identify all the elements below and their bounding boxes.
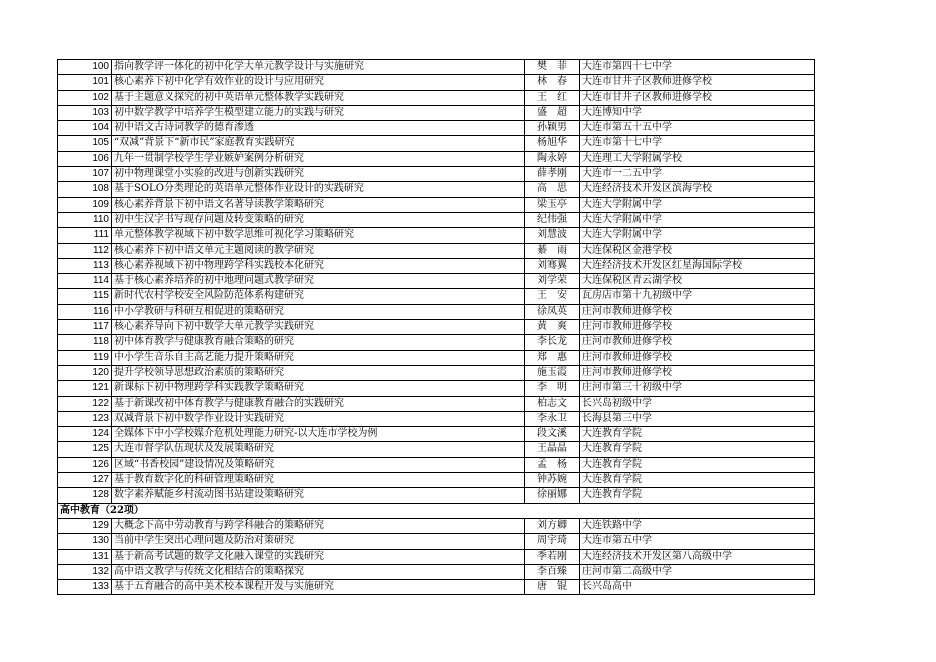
organization: 庄河市第二高级中学	[580, 564, 815, 579]
organization: 大连教育学院	[580, 442, 815, 457]
project-title: “双减”背景下“新市民”家庭教育实践研究	[112, 136, 525, 151]
section-title: 高中教育（22项）	[58, 503, 815, 518]
researcher-name: 王 安	[525, 289, 580, 304]
project-title: 核心素养导向下初中数学大单元教学实践研究	[112, 320, 525, 335]
researcher-name: 陶永婷	[525, 151, 580, 166]
researcher-name: 梁玉亭	[525, 197, 580, 212]
table-row	[58, 212, 815, 227]
organization: 大连教育学院	[580, 427, 815, 442]
project-title: 基于主题意义探究的初中英语单元整体教学实践研究	[112, 90, 525, 105]
project-title: 中小学教研与科研互相促进的策略研究	[112, 304, 525, 319]
organization: 大连市甘井子区教师进修学校	[580, 75, 815, 90]
organization: 大连市甘井子区教师进修学校	[580, 90, 815, 105]
organization: 大连市第四十七中学	[580, 60, 815, 75]
researcher-name: 纪伟强	[525, 212, 580, 227]
organization: 大连经济技术开发区第八高级中学	[580, 549, 815, 564]
researcher-name: 王晶晶	[525, 442, 580, 457]
project-title: 九年一贯制学校学生学业嫉妒案例分析研究	[112, 151, 525, 166]
organization: 长海县第三中学	[580, 411, 815, 426]
project-title: 核心素养下初中语文单元主题阅读的教学研究	[112, 243, 525, 258]
organization: 长兴岛初级中学	[580, 396, 815, 411]
table-row	[58, 488, 815, 503]
table-row	[58, 197, 815, 212]
organization: 庄河市教师进修学校	[580, 365, 815, 380]
project-title: 初中物理课堂小实验的改进与创新实践研究	[112, 167, 525, 182]
row-number: 115	[58, 289, 112, 304]
organization: 大连市第十七中学	[580, 136, 815, 151]
researcher-name: 樊 菲	[525, 60, 580, 75]
project-title: 中小学生音乐自主高艺能力提升策略研究	[112, 350, 525, 365]
organization: 庄河市教师进修学校	[580, 350, 815, 365]
table-row	[58, 289, 815, 304]
row-number: 111	[58, 228, 112, 243]
row-number: 133	[58, 580, 112, 595]
project-title: 提升学校领导思想政治素质的策略研究	[112, 365, 525, 380]
table-row	[58, 534, 815, 549]
table-row	[58, 121, 815, 136]
row-number: 116	[58, 304, 112, 319]
project-title: 指向教学评一体化的初中化学大单元教学设计与实施研究	[112, 60, 525, 75]
table-row	[58, 151, 815, 166]
organization: 大连教育学院	[580, 457, 815, 472]
row-number: 108	[58, 182, 112, 197]
table-row	[58, 274, 815, 289]
project-title: 核心素养背景下初中语文名著导读教学策略研究	[112, 197, 525, 212]
table-row	[58, 60, 815, 75]
project-title: 基于新课改初中体育教学与健康教育融合的实践研究	[112, 396, 525, 411]
researcher-name: 周宇琦	[525, 534, 580, 549]
row-number: 129	[58, 518, 112, 533]
researcher-name: 薛孝刚	[525, 167, 580, 182]
project-title: 单元整体教学视域下初中数学思维可视化学习策略研究	[112, 228, 525, 243]
row-number: 113	[58, 258, 112, 273]
project-title: 基于五育融合的高中美术校本课程开发与实施研究	[112, 580, 525, 595]
row-number: 103	[58, 105, 112, 120]
project-title: 初中数学教学中培养学生模型建立能力的实践与研究	[112, 105, 525, 120]
table-row	[58, 243, 815, 258]
organization: 大连大学附属中学	[580, 197, 815, 212]
project-title: 数字素养赋能乡村流动图书站建设策略研究	[112, 488, 525, 503]
table-row	[58, 580, 815, 595]
project-title: 大概念下高中劳动教育与跨学科融合的策略研究	[112, 518, 525, 533]
row-number: 106	[58, 151, 112, 166]
row-number: 132	[58, 564, 112, 579]
project-title: 初中体育教学与健康教育融合策略的研究	[112, 335, 525, 350]
organization: 大连经济技术开发区红星海国际学校	[580, 258, 815, 273]
row-number: 126	[58, 457, 112, 472]
organization: 庄河市教师进修学校	[580, 335, 815, 350]
organization: 大连教育学院	[580, 473, 815, 488]
row-number: 101	[58, 75, 112, 90]
project-title: 基于核心素养培养的初中地理问题式教学研究	[112, 274, 525, 289]
table-row	[58, 518, 815, 533]
researcher-name: 綦 雨	[525, 243, 580, 258]
row-number: 130	[58, 534, 112, 549]
researcher-name: 刘方卿	[525, 518, 580, 533]
researcher-name: 盛 超	[525, 105, 580, 120]
project-title: 初中生汉字书写现存问题及转变策略的研究	[112, 212, 525, 227]
researcher-name: 唐 锟	[525, 580, 580, 595]
row-number: 105	[58, 136, 112, 151]
researcher-name: 孟 杨	[525, 457, 580, 472]
row-number: 117	[58, 320, 112, 335]
project-title: 基于教育数字化的科研管理策略研究	[112, 473, 525, 488]
table-row	[58, 381, 815, 396]
row-number: 127	[58, 473, 112, 488]
project-title: 核心素养视域下初中物理跨学科实践校本化研究	[112, 258, 525, 273]
researcher-name: 刘慧波	[525, 228, 580, 243]
organization: 庄河市教师进修学校	[580, 320, 815, 335]
researcher-name: 高 思	[525, 182, 580, 197]
table-row	[58, 335, 815, 350]
project-title: 全媒体下中小学校媒介危机处理能力研究-以大连市学校为例	[112, 427, 525, 442]
row-number: 109	[58, 197, 112, 212]
row-number: 124	[58, 427, 112, 442]
table-row	[58, 105, 815, 120]
organization: 大连保税区金港学校	[580, 243, 815, 258]
organization: 大连经济技术开发区滨海学校	[580, 182, 815, 197]
table-row	[58, 473, 815, 488]
researcher-name: 钟苏婉	[525, 473, 580, 488]
row-number: 123	[58, 411, 112, 426]
project-table	[57, 59, 815, 595]
organization: 大连保税区青云湖学校	[580, 274, 815, 289]
table-row	[58, 350, 815, 365]
researcher-name: 徐凤英	[525, 304, 580, 319]
row-number: 122	[58, 396, 112, 411]
row-number: 131	[58, 549, 112, 564]
project-title: 区域“书香校园”建设情况及策略研究	[112, 457, 525, 472]
table-row	[58, 228, 815, 243]
researcher-name: 刘学荣	[525, 274, 580, 289]
project-title: 新课标下初中物理跨学科实践教学策略研究	[112, 381, 525, 396]
table-row	[58, 182, 815, 197]
project-title: 高中语文教学与传统文化相结合的策略探究	[112, 564, 525, 579]
row-number: 112	[58, 243, 112, 258]
row-number: 110	[58, 212, 112, 227]
row-number: 128	[58, 488, 112, 503]
researcher-name: 季若刚	[525, 549, 580, 564]
row-number: 118	[58, 335, 112, 350]
project-title: 大连市督学队伍现状及发展策略研究	[112, 442, 525, 457]
table-row	[58, 427, 815, 442]
organization: 庄河市教师进修学校	[580, 304, 815, 319]
project-title: 新时代农村学校安全风险防范体系构建研究	[112, 289, 525, 304]
researcher-name: 李长龙	[525, 335, 580, 350]
project-title: 双减背景下初中数学作业设计实践研究	[112, 411, 525, 426]
table-row	[58, 564, 815, 579]
organization: 大连大学附属中学	[580, 228, 815, 243]
row-number: 104	[58, 121, 112, 136]
project-title: 初中语文古诗词教学的德育渗透	[112, 121, 525, 136]
row-number: 121	[58, 381, 112, 396]
row-number: 120	[58, 365, 112, 380]
researcher-name: 李 明	[525, 381, 580, 396]
project-title: 基于SOLO分类理论的英语单元整体作业设计的实践研究	[112, 182, 525, 197]
row-number: 114	[58, 274, 112, 289]
table-row	[58, 365, 815, 380]
researcher-name: 段文溪	[525, 427, 580, 442]
row-number: 100	[58, 60, 112, 75]
organization: 大连大学附属中学	[580, 212, 815, 227]
table-row	[58, 167, 815, 182]
section-header-row	[58, 503, 815, 518]
researcher-name: 李百臻	[525, 564, 580, 579]
table-row	[58, 90, 815, 105]
row-number: 102	[58, 90, 112, 105]
table-row	[58, 549, 815, 564]
researcher-name: 郑 惠	[525, 350, 580, 365]
researcher-name: 孙颖男	[525, 121, 580, 136]
organization: 长兴岛高中	[580, 580, 815, 595]
row-number: 107	[58, 167, 112, 182]
row-number: 125	[58, 442, 112, 457]
organization: 庄河市第三十初级中学	[580, 381, 815, 396]
table-row	[58, 457, 815, 472]
researcher-name: 刘骞翼	[525, 258, 580, 273]
row-number: 119	[58, 350, 112, 365]
researcher-name: 施玉霞	[525, 365, 580, 380]
project-title: 当前中学生突出心理问题及防治对策研究	[112, 534, 525, 549]
organization: 瓦房店市第十九初级中学	[580, 289, 815, 304]
researcher-name: 王 红	[525, 90, 580, 105]
project-title: 核心素养下初中化学有效作业的设计与应用研究	[112, 75, 525, 90]
table-row	[58, 396, 815, 411]
table-row	[58, 258, 815, 273]
table-row	[58, 136, 815, 151]
organization: 大连博知中学	[580, 105, 815, 120]
organization: 大连理工大学附属学校	[580, 151, 815, 166]
table-row	[58, 411, 815, 426]
table-row	[58, 320, 815, 335]
researcher-name: 李永卫	[525, 411, 580, 426]
organization: 大连市一二五中学	[580, 167, 815, 182]
researcher-name: 林 春	[525, 75, 580, 90]
organization: 大连教育学院	[580, 488, 815, 503]
researcher-name: 杨旭华	[525, 136, 580, 151]
organization: 大连市第五中学	[580, 534, 815, 549]
table-row	[58, 75, 815, 90]
project-title: 基于新高考试题的数学文化融入课堂的实践研究	[112, 549, 525, 564]
organization: 大连铁路中学	[580, 518, 815, 533]
researcher-name: 徐丽娜	[525, 488, 580, 503]
table-row	[58, 442, 815, 457]
researcher-name: 柏志文	[525, 396, 580, 411]
researcher-name: 黄 爽	[525, 320, 580, 335]
organization: 大连市第五十五中学	[580, 121, 815, 136]
table-row	[58, 304, 815, 319]
